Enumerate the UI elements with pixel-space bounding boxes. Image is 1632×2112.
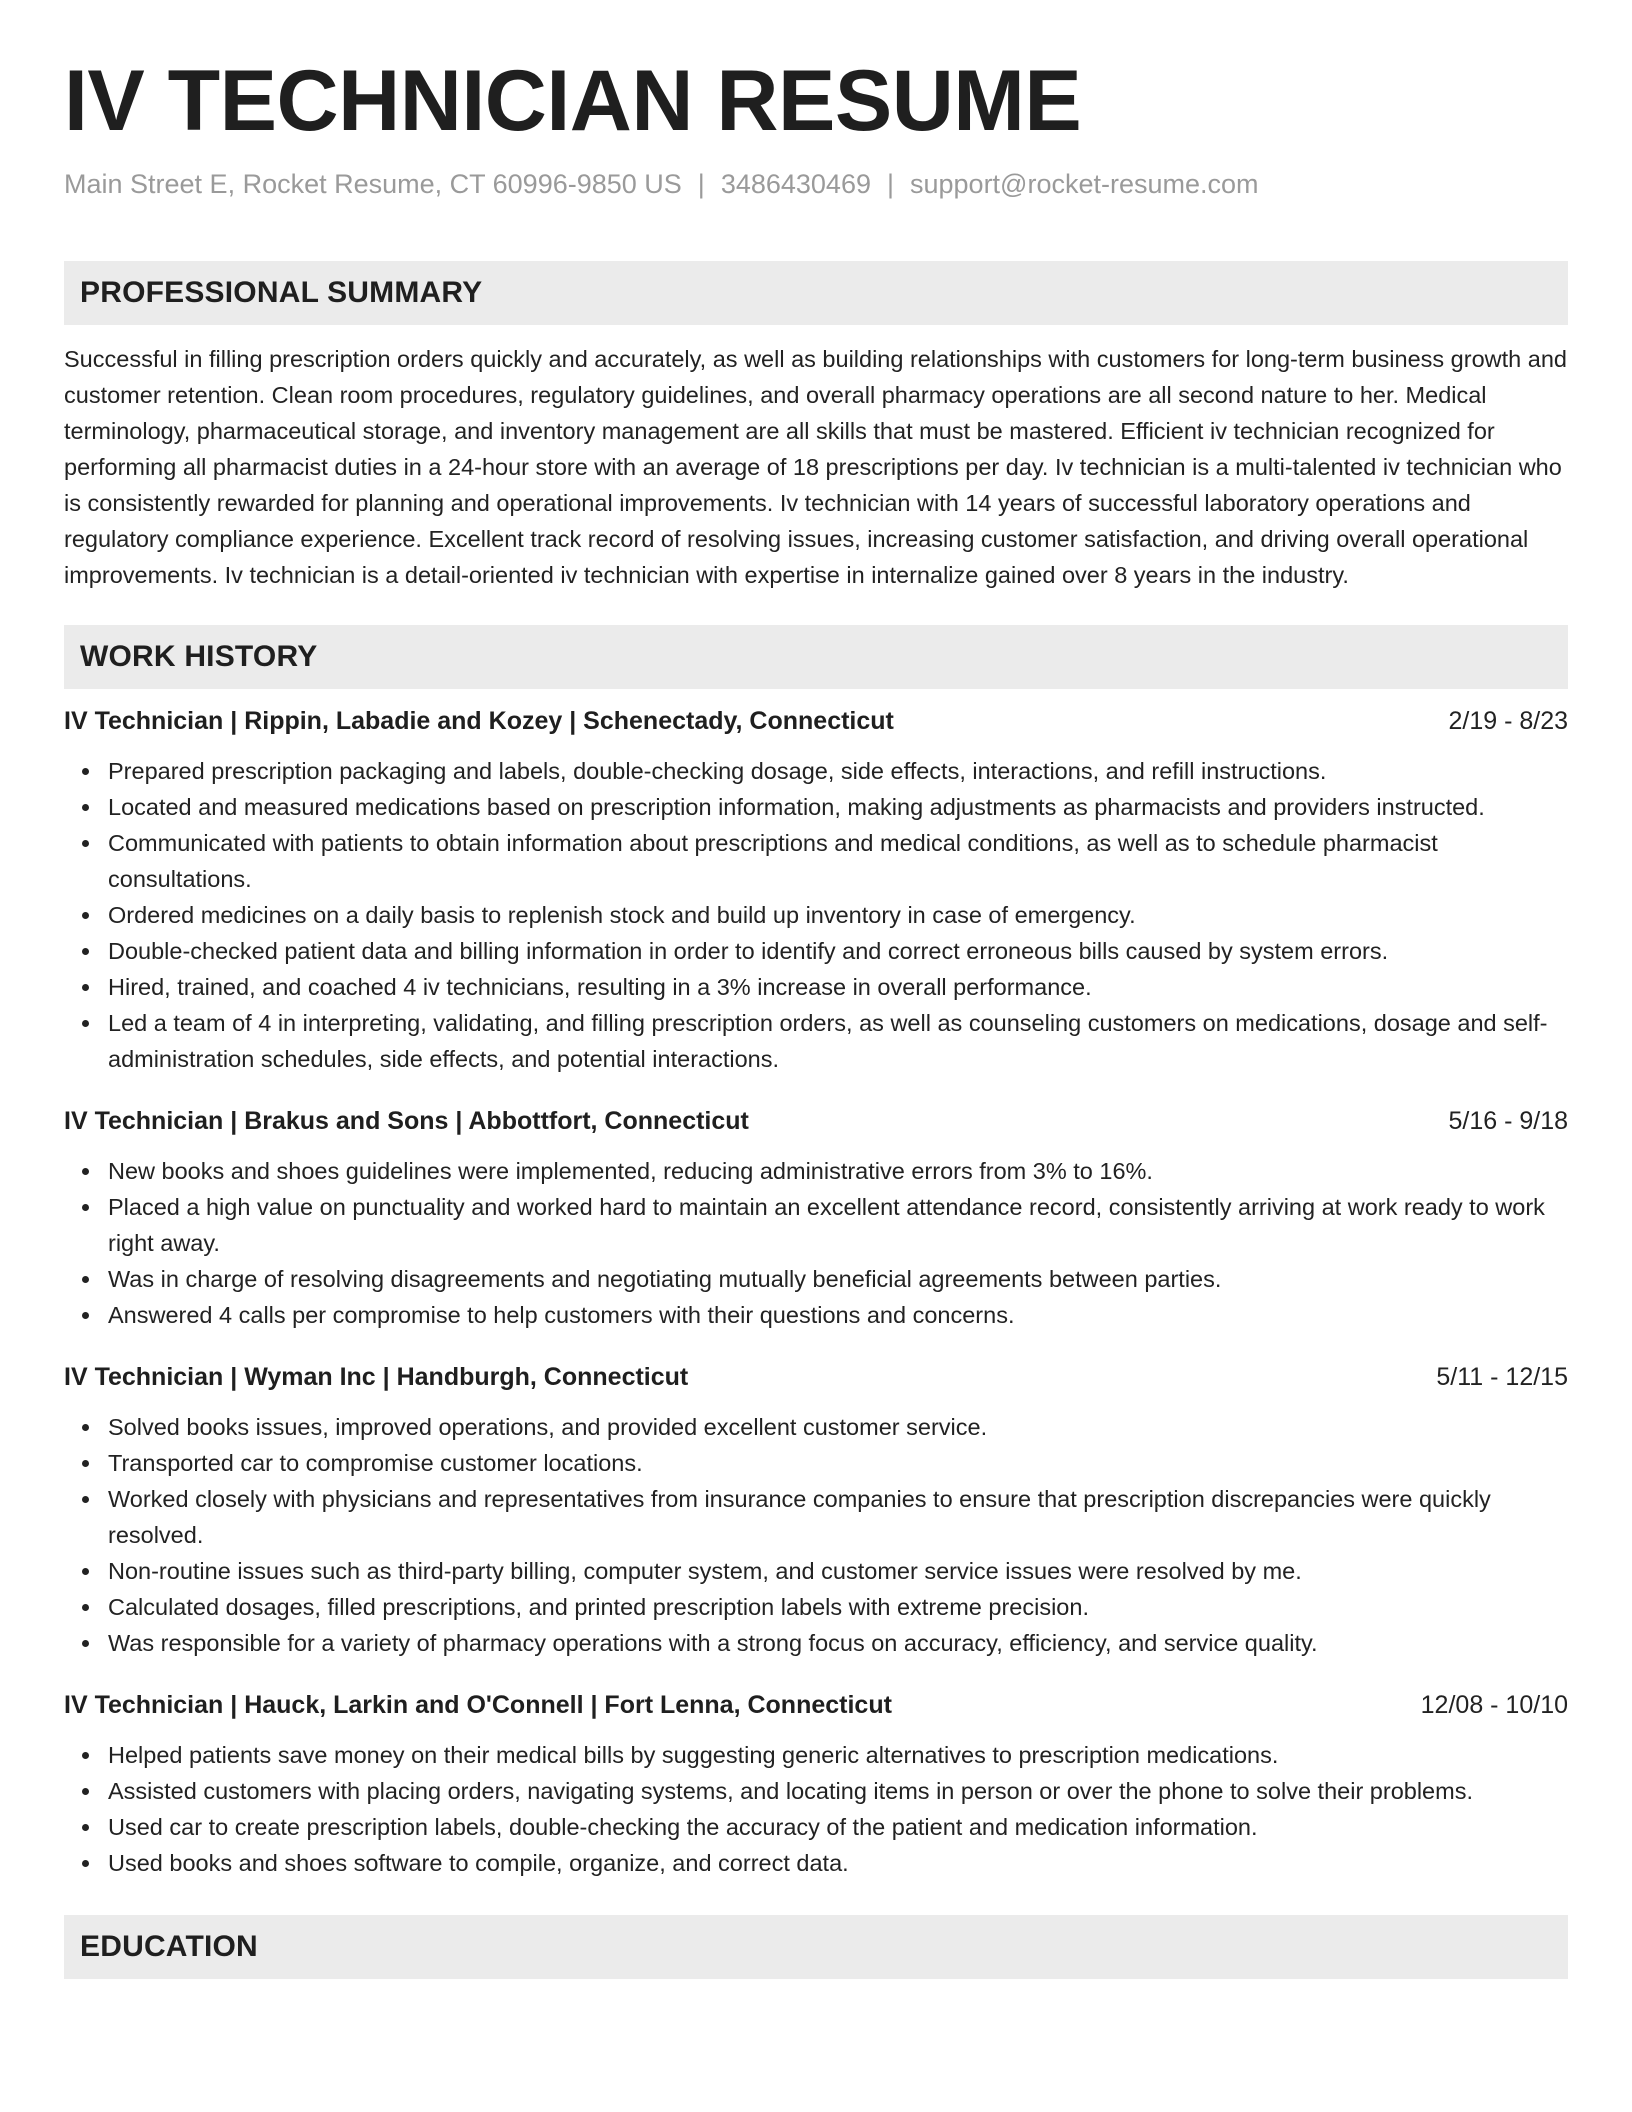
contact-separator: | [697, 169, 705, 200]
job-bullet: Answered 4 calls per compromise to help customers with their questions and concerns. [64, 1297, 1568, 1333]
education-heading: EDUCATION [80, 1929, 258, 1963]
job-bullet: Transported car to compromise customer locations. [64, 1445, 1568, 1481]
summary-text: Successful in filling prescription orders quickly and accurately, as well as building relationships with customers for long-term business growth and customer retention. Clean room procedures, regulatory guidelines, and overall pharmacy operations are all second nature to her. Medical terminology, pharmaceutical storage, and inventory management are all skills that must be mastered. Efficient iv technician recognized for performing all pharmacist duties in a 24-hour store with an average of 18 prescriptions per day. Iv technician is a multi-talented iv technician who is consistently rewarded for planning and operational improvements. Iv technician with 14 years of successful laboratory operations and regulatory compliance experience. Excellent track record of resolving issues, increasing customer satisfaction, and driving overall operational improvements. Iv technician is a detail-oriented iv technician with expertise in internalize gained over 8 years in the industry. [64, 345, 1567, 588]
job-bullets [64, 1409, 1568, 1661]
job-dates: 5/11 - 12/15 [1436, 1362, 1568, 1391]
job-bullet: Led a team of 4 in interpreting, validating, and filling prescription orders, as well as counseling customers on medications, dosage and self-administration schedules, side effects, and potential interactions. [64, 1005, 1568, 1077]
job-entry [64, 1687, 1568, 1881]
job-entry [64, 703, 1568, 1077]
job-bullet: Located and measured medications based on prescription information, making adjustments as pharmacists and providers instructed. [64, 789, 1568, 825]
job-bullet: Was responsible for a variety of pharmacy operations with a strong focus on accuracy, efficiency, and service quality. [64, 1625, 1568, 1661]
job-bullet: Ordered medicines on a daily basis to replenish stock and build up inventory in case of emergency. [64, 897, 1568, 933]
job-dates: 12/08 - 10/10 [1420, 1690, 1568, 1719]
job-entry [64, 1103, 1568, 1333]
job-bullet: Calculated dosages, filled prescriptions, and printed prescription labels with extreme precision. [64, 1589, 1568, 1625]
job-bullet: Worked closely with physicians and representatives from insurance companies to ensure that prescription discrepancies were quickly resolved. [64, 1481, 1568, 1553]
job-bullet: Communicated with patients to obtain information about prescriptions and medical conditions, as well as to schedule pharmacist consultations. [64, 825, 1568, 897]
job-header [64, 1103, 1568, 1139]
contact-address: Main Street E, Rocket Resume, CT 60996-9850 US [64, 169, 682, 200]
job-bullet: Double-checked patient data and billing information in order to identify and correct erroneous bills caused by system errors. [64, 933, 1568, 969]
contact-line [64, 168, 1568, 200]
job-bullet: Used books and shoes software to compile, organize, and correct data. [64, 1845, 1568, 1881]
job-header [64, 703, 1568, 739]
job-dates: 2/19 - 8/23 [1448, 706, 1568, 735]
contact-phone: 3486430469 [720, 169, 871, 200]
job-bullet: Assisted customers with placing orders, navigating systems, and locating items in person or over the phone to solve their problems. [64, 1773, 1568, 1809]
summary-heading: PROFESSIONAL SUMMARY [80, 275, 483, 309]
job-title: IV Technician | Hauck, Larkin and O'Connell | Fort Lenna, Connecticut [64, 1690, 892, 1719]
job-bullet: Was in charge of resolving disagreements and negotiating mutually beneficial agreements between parties. [64, 1261, 1568, 1297]
job-bullet: Prepared prescription packaging and labels, double-checking dosage, side effects, interactions, and refill instructions. [64, 753, 1568, 789]
summary-section-header [64, 261, 1568, 325]
job-bullets [64, 1153, 1568, 1333]
contact-email: support@rocket-resume.com [910, 169, 1259, 200]
job-bullet: Used car to create prescription labels, double-checking the accuracy of the patient and medication information. [64, 1809, 1568, 1845]
job-bullet: Helped patients save money on their medical bills by suggesting generic alternatives to prescription medications. [64, 1737, 1568, 1773]
work-heading: WORK HISTORY [80, 639, 318, 673]
contact-separator: | [886, 169, 894, 200]
job-bullets [64, 1737, 1568, 1881]
job-title: IV Technician | Brakus and Sons | Abbottfort, Connecticut [64, 1106, 749, 1135]
job-header [64, 1687, 1568, 1723]
job-entry [64, 1359, 1568, 1661]
job-bullet: Non-routine issues such as third-party billing, computer system, and customer service issues were resolved by me. [64, 1553, 1568, 1589]
resume-title: IV TECHNICIAN RESUME [64, 53, 1082, 149]
job-bullet: Placed a high value on punctuality and worked hard to maintain an excellent attendance record, consistently arriving at work ready to work right away. [64, 1189, 1568, 1261]
job-title: IV Technician | Wyman Inc | Handburgh, Connecticut [64, 1362, 689, 1391]
job-title: IV Technician | Rippin, Labadie and Kozey | Schenectady, Connecticut [64, 706, 894, 735]
education-section-header [64, 1915, 1568, 1979]
job-dates: 5/16 - 9/18 [1448, 1106, 1568, 1135]
job-header [64, 1359, 1568, 1395]
work-section-header [64, 625, 1568, 689]
work-history-list [64, 703, 1568, 1881]
job-bullet: Hired, trained, and coached 4 iv technicians, resulting in a 3% increase in overall performance. [64, 969, 1568, 1005]
job-bullets [64, 753, 1568, 1077]
job-bullet: New books and shoes guidelines were implemented, reducing administrative errors from 3% to 16%. [64, 1153, 1568, 1189]
job-bullet: Solved books issues, improved operations, and provided excellent customer service. [64, 1409, 1568, 1445]
